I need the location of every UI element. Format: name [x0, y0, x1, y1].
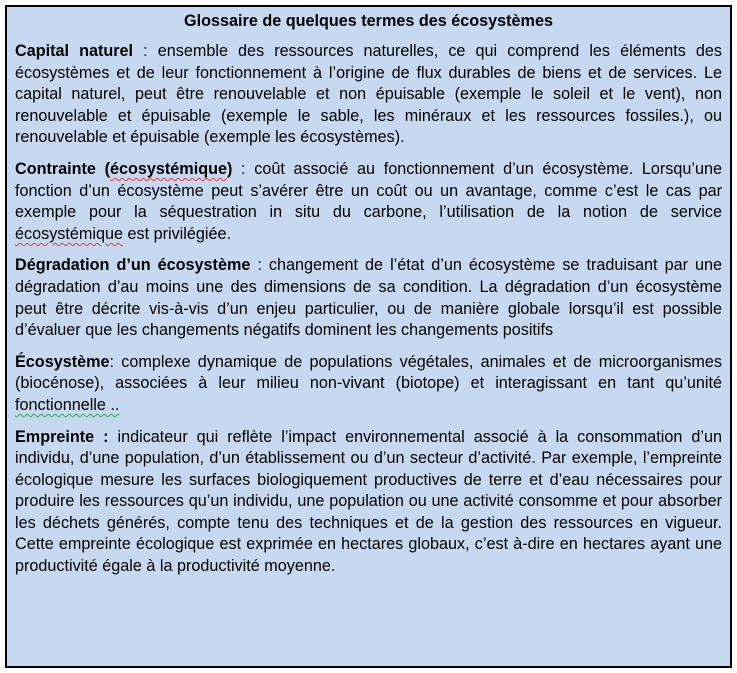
definition-ecosysteme-part1: complexe dynamique de populations végétales, animales et de microorganismes (biocénose), associées à leur milieu non-vivant (biotope) et interagissant en tant qu’unité: [15, 352, 722, 393]
term-ecosysteme: Écosystème: [15, 352, 110, 371]
term-empreinte: Empreinte :: [15, 427, 109, 446]
separator: :: [232, 159, 255, 178]
definition-contrainte-part2: est privilégiée.: [122, 224, 231, 243]
term-degradation: Dégradation d’un écosystème: [15, 256, 251, 275]
separator: :: [250, 256, 269, 275]
entry-empreinte: [15, 427, 722, 578]
grammar-flagged-word: fonctionnelle ..: [15, 395, 120, 414]
definition-capital-naturel: ensemble des ressources naturelles, ce qui comprend les éléments des écosystèmes et de leur fonctionnement à l’origine de flux durables de biens et de services. Le capital naturel, peut être renouvelable et non épuisable (exemple le soleil et le vent), non renouvelable et épuisable (exemple le sable, les minéraux et les ressources fossiles.), ou renouvelable et épuisable (exemple les écosystèmes).: [15, 42, 722, 147]
glossary-title: Glossaire de quelques termes des écosystèmes: [184, 12, 553, 30]
definition-contrainte-part1: coût associé au fonctionnement d’un écosystème. Lorsqu’une fonction d’un écosystème peut s’avérer être un coût ou un avantage, comme c’est le cas par exemple pour la séquestration in situ du carbone, l’utilisation de la notion de service: [15, 159, 723, 222]
term-contrainte: [15, 160, 232, 178]
term-contrainte-label: Contrainte (: [15, 159, 111, 178]
spellcheck-flagged-word: écosystémique: [15, 224, 123, 243]
separator: :: [133, 42, 158, 60]
separator: :: [109, 352, 122, 371]
spellcheck-flagged-word: écosystémique: [110, 159, 227, 178]
glossary-box: [5, 5, 732, 668]
term-capital-naturel: Capital naturel: [15, 42, 134, 60]
separator: [109, 428, 118, 446]
entry-degradation: [15, 255, 722, 341]
term-contrainte-close: ): [226, 159, 233, 178]
entry-contrainte: [15, 159, 722, 245]
definition-degradation: changement de l’état d’un écosystème se traduisant par une dégradation d’au moins une des dimensions de sa condition. La dégradation d’un écosystème peut être décrite vis-à-vis d’un enjeu particulier, ou de manière globale lorsqu’il est possible d’évaluer que les changements négatifs dominent les changements positifs: [15, 256, 722, 340]
entry-ecosysteme: [15, 352, 722, 417]
entry-capital-naturel: [15, 41, 722, 149]
definition-empreinte: indicateur qui reflète l’impact environnemental associé à la consommation d’un individu, d’une population, d’un établissement ou d’un secteur d’activité. Par exemple, l’empreinte écologique mesure les surfaces biologiquement productives de terre et d’eau nécessaires pour produire les ressources qu’un individu, une population ou une activité consomme et pour absorber les déchets générés, compte tenu des techniques et de la gestion des ressources en vigueur. Cette empreinte écologique est exprimée en hectares globaux, c’est à-dire en hectares ayant une productivité égale à la productivité moyenne.: [15, 427, 722, 576]
